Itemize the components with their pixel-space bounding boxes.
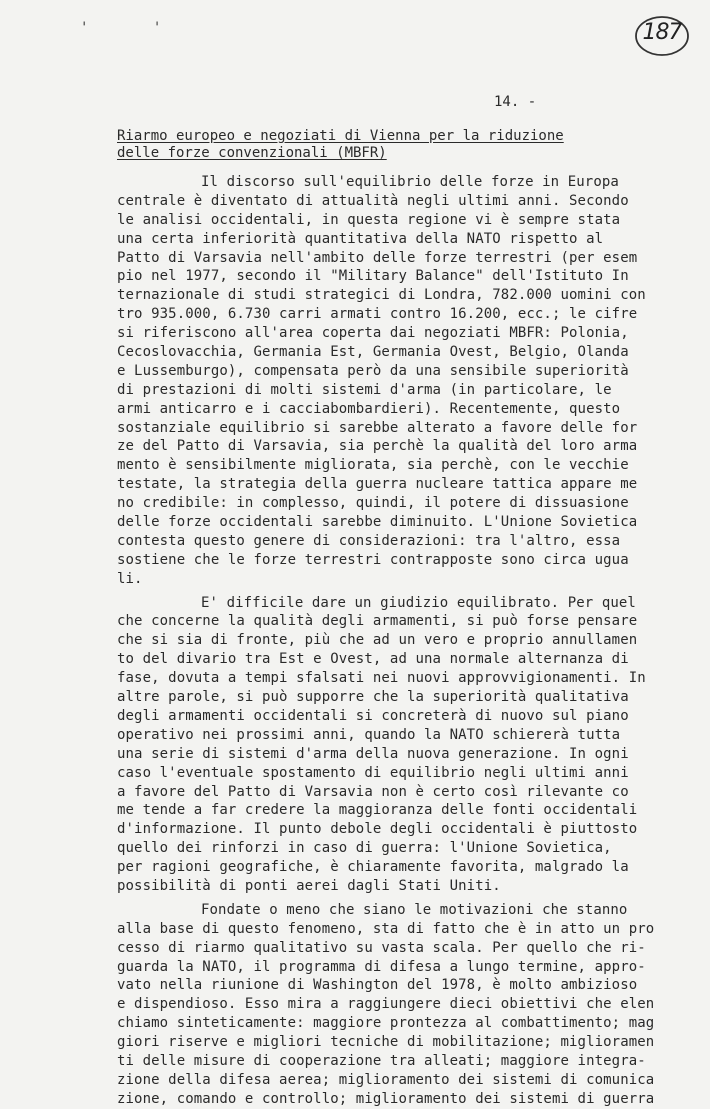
text-line: zione, comando e controllo; miglioramento dei sistemi di guerra — [117, 1090, 655, 1107]
text-line: Cecoslovacchia, Germania Est, Germania Ovest, Belgio, Olanda — [117, 344, 629, 361]
text-line: Il discorso sull'equilibrio delle forze in Europa — [201, 174, 619, 190]
text-line: tro 935.000, 6.730 carri armati contro 16.200, ecc.; le cifre — [117, 306, 638, 323]
text-line: una certa inferiorità quantitativa della NATO rispetto al — [117, 230, 604, 247]
text-line: quello dei rinforzi in caso di guerra: l'Unione Sovietica, — [117, 840, 612, 857]
text-line: centrale è diventato di attualità negli ultimi anni. Secondo — [117, 192, 629, 209]
text-line: a favore del Patto di Varsavia non è certo così rilevante co — [117, 783, 629, 800]
text-line: alla base di questo fenomeno, sta di fatto che è in atto un pro — [117, 920, 655, 937]
text-line: cesso di riarmo qualitativo su vasta scala. Per quello che ri- — [117, 939, 646, 956]
page-stamp — [634, 14, 690, 58]
text-line: contesta questo genere di considerazioni: tra l'altro, essa — [117, 532, 621, 549]
heading-line-2: delle forze convenzionali (MBFR) — [117, 144, 387, 161]
stamp-number: 187 — [642, 20, 682, 45]
page-number: 14. - — [494, 94, 537, 110]
text-line: sostanziale equilibrio si sarebbe alterato a favore delle for — [117, 419, 638, 436]
text-line: li. — [117, 570, 143, 587]
text-line: di prestazioni di molti sistemi d'arma (in particolare, le — [117, 381, 612, 398]
text-line: ze del Patto di Varsavia, sia perchè la qualità del loro arma — [117, 438, 638, 455]
text-line: chiamo sinteticamente: maggiore prontezza al combattimento; mag — [117, 1015, 655, 1032]
text-line: che si sia di fronte, più che ad un vero e proprio annullamen — [117, 632, 638, 649]
text-line: delle forze occidentali sarebbe diminuito. L'Unione Sovietica — [117, 514, 638, 531]
text-line: possibilità di ponti aerei dagli Stati Uniti. — [117, 877, 501, 894]
margin-marks: ' ' — [80, 20, 190, 36]
text-line: Patto di Varsavia nell'ambito delle forze terrestri (per esem — [117, 249, 638, 266]
text-line: per ragioni geografiche, è chiaramente favorita, malgrado la — [117, 859, 629, 876]
text-line: si riferiscono all'area coperta dai negoziati MBFR: Polonia, — [117, 325, 629, 342]
text-line: altre parole, si può supporre che la superiorità qualitativa — [117, 689, 629, 706]
text-line: guarda la NATO, il programma di difesa a lungo termine, appro- — [117, 958, 646, 975]
paragraph — [117, 594, 662, 896]
text-line: e dispendioso. Esso mira a raggiungere dieci obiettivi che elen — [117, 996, 655, 1013]
text-line: e Lussemburgo), compensata però da una sensibile superiorità — [117, 362, 629, 379]
text-line: caso l'eventuale spostamento di equilibrio negli ultimi anni — [117, 764, 629, 781]
heading-line-1: Riarmo europeo e negoziati di Vienna per la riduzione — [117, 128, 564, 144]
text-line: che concerne la qualità degli armamenti, si può forse pensare — [117, 613, 638, 630]
text-line: zione della difesa aerea; miglioramento dei sistemi di comunica — [117, 1071, 655, 1088]
text-line: le analisi occidentali, in questa regione vi è sempre stata — [117, 211, 621, 228]
text-line: me tende a far credere la maggioranza delle fonti occidentali — [117, 802, 638, 819]
text-line: ternazionale di studi strategici di Londra, 782.000 uomini con — [117, 287, 646, 304]
section-heading — [117, 128, 617, 161]
text-line: fase, dovuta a tempi sfalsati nei nuovi approvvigionamenti. In — [117, 670, 646, 687]
text-line: Fondate o meno che siano le motivazioni che stanno — [201, 901, 628, 918]
text-line: d'informazione. Il punto debole degli occidentali è piuttosto — [117, 821, 638, 838]
text-line: armi anticarro e i cacciabombardieri). Recentemente, questo — [117, 400, 621, 417]
text-line: no credibile: in complesso, quindi, il potere di dissuasione — [117, 495, 629, 512]
paragraph — [117, 901, 662, 1109]
text-line: giori riserve e migliori tecniche di mobilitazione; miglioramen — [117, 1034, 655, 1051]
text-line: to del divario tra Est e Ovest, ad una normale alternanza di — [117, 651, 629, 668]
text-line: una serie di sistemi d'arma della nuova generazione. In ogni — [117, 745, 629, 762]
body-text — [117, 173, 662, 1109]
text-line: vato nella riunione di Washington del 1978, è molto ambizioso — [117, 977, 638, 994]
text-line: E' difficile dare un giudizio equilibrato. Per quel — [201, 594, 636, 611]
text-line: pio nel 1977, secondo il "Military Balance" dell'Istituto In — [117, 268, 629, 285]
text-line: mento è sensibilmente migliorata, sia perchè, con le vecchie — [117, 457, 629, 474]
text-line: sostiene che le forze terrestri contrapposte sono circa ugua — [117, 551, 629, 568]
paragraph — [117, 173, 662, 589]
text-line: ti delle misure di cooperazione tra alleati; maggiore integra- — [117, 1052, 646, 1069]
text-line: degli armamenti occidentali si concreterà di nuovo sul piano — [117, 707, 629, 724]
text-line: operativo nei prossimi anni, quando la NATO schiererà tutta — [117, 726, 621, 743]
text-line: testate, la strategia della guerra nucleare tattica appare me — [117, 476, 638, 493]
